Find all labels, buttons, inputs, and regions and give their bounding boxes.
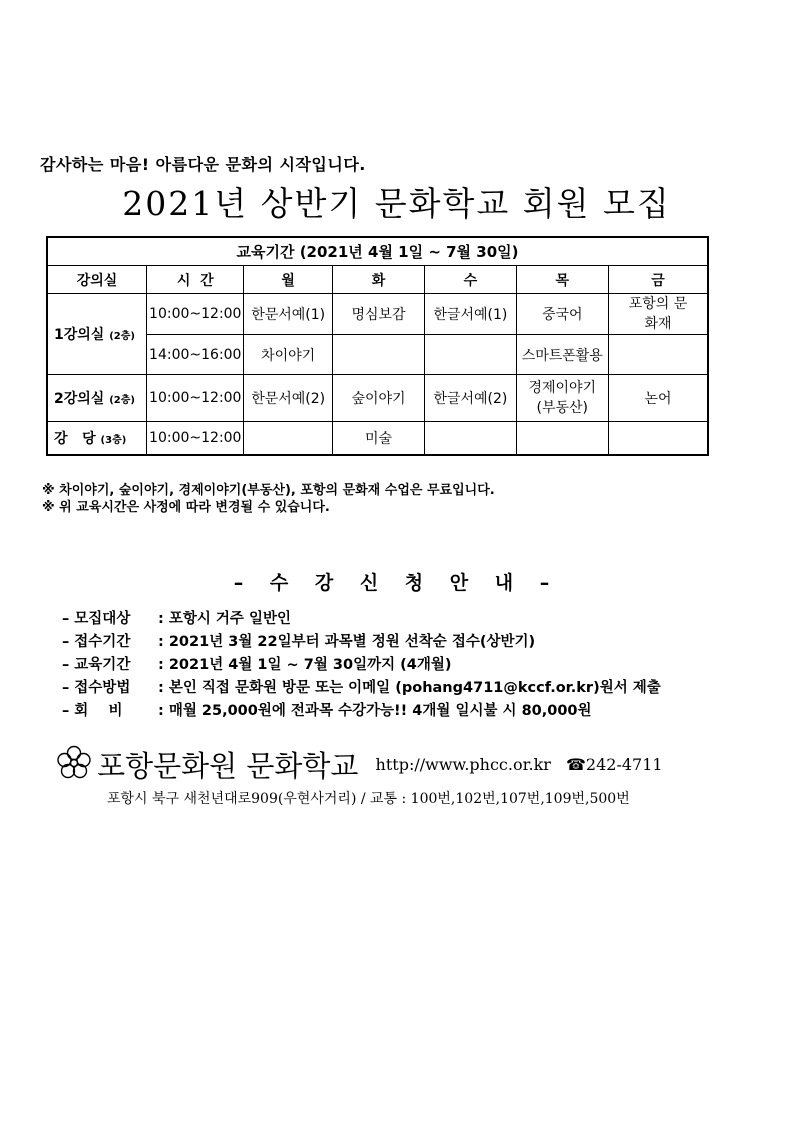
room-2-floor: (2층) (109, 395, 135, 406)
class-cell (608, 335, 708, 375)
schedule-table (46, 236, 709, 456)
notes (42, 482, 495, 516)
class-cell: 숲이야기 (332, 375, 424, 422)
room-1-floor: (2층) (109, 331, 135, 342)
class-cell (425, 422, 516, 456)
class-cell: 중국어 (516, 294, 608, 335)
header-room: 강의실 (47, 266, 147, 294)
table-row (47, 375, 708, 422)
time-cell: 10:00~12:00 (147, 422, 244, 456)
plum-blossom-logo-icon (56, 745, 92, 785)
guide-label: – 회 비 (62, 703, 123, 719)
list-item (62, 631, 661, 654)
class-cell (516, 422, 608, 456)
time-cell: 14:00~16:00 (147, 335, 244, 375)
header-mon: 월 (244, 266, 332, 294)
class-cell (332, 335, 424, 375)
class-cell (244, 422, 332, 456)
note-free-classes: ※ 차이야기, 숲이야기, 경제이야기(부동산), 포항의 문화재 수업은 무료입니다. (42, 483, 495, 498)
guide-list (62, 608, 661, 723)
class-cell: 미술 (332, 422, 424, 456)
guide-label: – 접수기간 (62, 634, 131, 650)
note-schedule-change: ※ 위 교육시간은 사정에 따라 변경될 수 있습니다. (42, 500, 330, 515)
guide-title: – 수 강 신 청 안 내 – (233, 572, 560, 594)
header-thu: 목 (516, 266, 608, 294)
class-cell: 한글서예(2) (425, 375, 516, 422)
guide-value: : 2021년 3월 22일부터 과목별 정원 선착순 접수(상반기) (158, 634, 536, 650)
class-cell: 경제이야기 (부동산) (516, 375, 608, 422)
guide-value: : 매월 25,000원에 전과목 수강가능!! 4개월 일시불 시 80,000원 (158, 703, 592, 719)
list-item (62, 677, 661, 700)
class-cell: 포항의 문화재 (608, 294, 708, 335)
class-cell: 한문서예(2) (244, 375, 332, 422)
table-row (47, 422, 708, 456)
guide-label: – 접수방법 (62, 680, 131, 696)
time-cell: 10:00~12:00 (147, 294, 244, 335)
page-title: 2021년 상반기 문화학교 회원 모집 (122, 184, 671, 223)
header-time: 시 간 (147, 266, 244, 294)
table-period-row (47, 237, 708, 266)
address: 포항시 북구 새천년대로909(우현사거리) / 교통 : 100번,102번,107번,109번,500번 (107, 791, 630, 807)
website-link[interactable]: http://www.phcc.or.kr (375, 755, 551, 774)
list-item (62, 700, 661, 723)
org-name: 포항문화원 문화학교 (97, 749, 359, 783)
room-2-cell (47, 375, 147, 422)
class-cell (608, 422, 708, 456)
table-row (47, 335, 708, 375)
room-1-cell (47, 294, 147, 375)
slogan: 감사하는 마음! 아름다운 문화의 시작입니다. (40, 155, 366, 174)
header-fri: 금 (608, 266, 708, 294)
room-2-label: 2강의실 (54, 391, 105, 407)
class-cell: 명심보감 (332, 294, 424, 335)
class-cell: 차이야기 (244, 335, 332, 375)
table-header-row (47, 266, 708, 294)
hall-label: 강 당 (54, 431, 96, 447)
time-cell: 10:00~12:00 (147, 375, 244, 422)
footer (56, 744, 663, 785)
guide-value: : 2021년 4월 1일 ~ 7월 30일까지 (4개월) (158, 657, 452, 673)
list-item (62, 654, 661, 677)
hall-cell (47, 422, 147, 456)
class-cell: 스마트폰활용 (516, 335, 608, 375)
class-cell (425, 335, 516, 375)
class-cell: 한문서예(1) (244, 294, 332, 335)
room-1-label: 1강의실 (54, 327, 105, 343)
header-wed: 수 (425, 266, 516, 294)
period-cell: 교육기간 (2021년 4월 1일 ~ 7월 30일) (47, 237, 708, 266)
phone-number: ☎242-4711 (566, 755, 663, 774)
guide-label: – 교육기간 (62, 657, 131, 673)
class-cell: 논어 (608, 375, 708, 422)
guide-value: : 포항시 거주 일반인 (158, 611, 291, 627)
list-item (62, 608, 661, 631)
header-tue: 화 (332, 266, 424, 294)
hall-floor: (3층) (100, 435, 127, 446)
class-cell: 한글서예(1) (425, 294, 516, 335)
guide-label: – 모집대상 (62, 611, 131, 627)
table-row (47, 294, 708, 335)
guide-value: : 본인 직접 문화원 방문 또는 이메일 (pohang4711@kccf.or.kr)원서 제출 (158, 680, 661, 696)
